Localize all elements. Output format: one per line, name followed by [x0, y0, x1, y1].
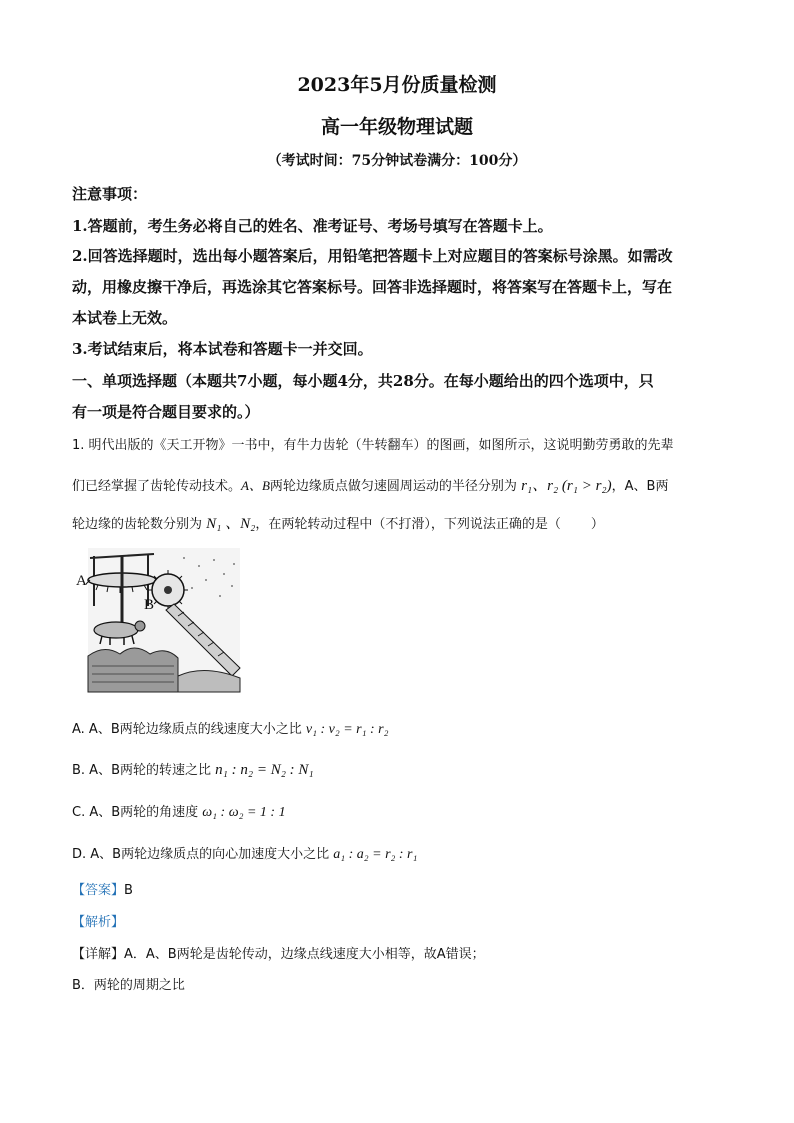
notes-item-2-line-3: 本试卷上无效。 — [72, 309, 178, 327]
question-1-line-3 — [72, 512, 604, 533]
option-b — [72, 759, 314, 779]
option-d-text: D. A、B两轮边缘质点的向心加速度大小之比 — [72, 847, 330, 862]
exam-info: （考试时间：75分钟试卷满分：100分） — [267, 153, 527, 169]
notes-item-2-line-2: 动，用橡皮擦干净后，再选涂其它答案标号。回答非选择题时，将答案写在答题卡上，写在 — [72, 278, 673, 296]
notes-item-2-line-1: 2.回答选择题时，选出每小题答案后，用铅笔把答题卡上对应题目的答案标号涂黑。如需改 — [72, 247, 673, 265]
notes-heading: 注意事项： — [72, 185, 148, 203]
option-d-formula: a₁ : a₂ = r₂ : r₁ — [333, 847, 418, 862]
exam-title: 2023年5月份质量检测 — [297, 74, 497, 96]
exam-subtitle: 高一年级物理试题 — [320, 116, 473, 138]
ox-gear-illustration — [74, 546, 244, 694]
figure-label-b: B — [144, 597, 155, 613]
detail-label: 【详解】 — [72, 947, 125, 962]
detail-b-line: B．两轮的周期之比 — [72, 978, 185, 993]
question-1-text-tail: ，A、B两 — [611, 479, 669, 494]
option-b-text: B. A、B两轮的转速之比 — [72, 763, 211, 778]
answer-line — [72, 879, 133, 898]
question-1-teeth-text: 轮边缘的齿轮数分别为 — [72, 517, 203, 532]
option-a — [72, 718, 388, 738]
question-1-stem-end: ，在两轮转动过程中（不打滑），下列说法正确的是（ — [255, 517, 561, 532]
answer-label: 【答案】 — [72, 883, 125, 898]
section-heading-line-2: 有一项是符合题目要求的。） — [72, 403, 260, 421]
figure-label-a: A — [76, 573, 87, 589]
answer-bracket-close: ） — [590, 517, 604, 532]
option-c-formula: ω₁ : ω₂ = 1 : 1 — [202, 805, 286, 820]
option-a-text: A. A、B两轮边缘质点的线速度大小之比 — [72, 722, 302, 737]
question-1-wheels: A、B — [241, 478, 270, 493]
analysis-label: 【解析】 — [72, 915, 125, 930]
option-d — [72, 843, 417, 863]
ox-gear-figure — [74, 546, 244, 694]
question-1-line-1: 1. 明代出版的《天工开物》一书中，有牛力齿轮（牛转翻车）的图画，如图所示，这说明勤劳勇敢的先辈 — [72, 438, 674, 453]
notes-item-3: 3.考试结束后，将本试卷和答题卡一并交回。 — [72, 340, 373, 358]
detail-line — [72, 943, 485, 962]
detail-text: A．A、B两轮是齿轮传动，边缘点线速度大小相等，故A错误； — [124, 947, 485, 962]
teeth-formula: N₁ 、N₂ — [206, 516, 256, 532]
question-1-text: 们已经掌握了齿轮传动技术。 — [72, 479, 242, 494]
option-a-formula: v₁ : v₂ = r₁ : r₂ — [305, 722, 389, 737]
section-heading-line-1: 一、单项选择题（本题共7小题，每小题4分，共28分。在每小题给出的四个选项中，只 — [72, 372, 654, 390]
option-c — [72, 801, 286, 821]
option-b-formula: n₁ : n₂ = N₂ : N₁ — [215, 762, 314, 778]
radius-formula: r₁、r₂ (r₁ > r₂) — [521, 478, 612, 494]
option-c-text: C. A、B两轮的角速度 — [72, 805, 199, 820]
question-1-line-2 — [72, 474, 668, 495]
notes-item-1: 1.答题前，考生务必将自己的姓名、准考证号、考场号填写在答题卡上。 — [72, 217, 553, 235]
answer-value: B — [124, 883, 133, 898]
question-1-text-radius: 两轮边缘质点做匀速圆周运动的半径分别为 — [269, 479, 517, 494]
